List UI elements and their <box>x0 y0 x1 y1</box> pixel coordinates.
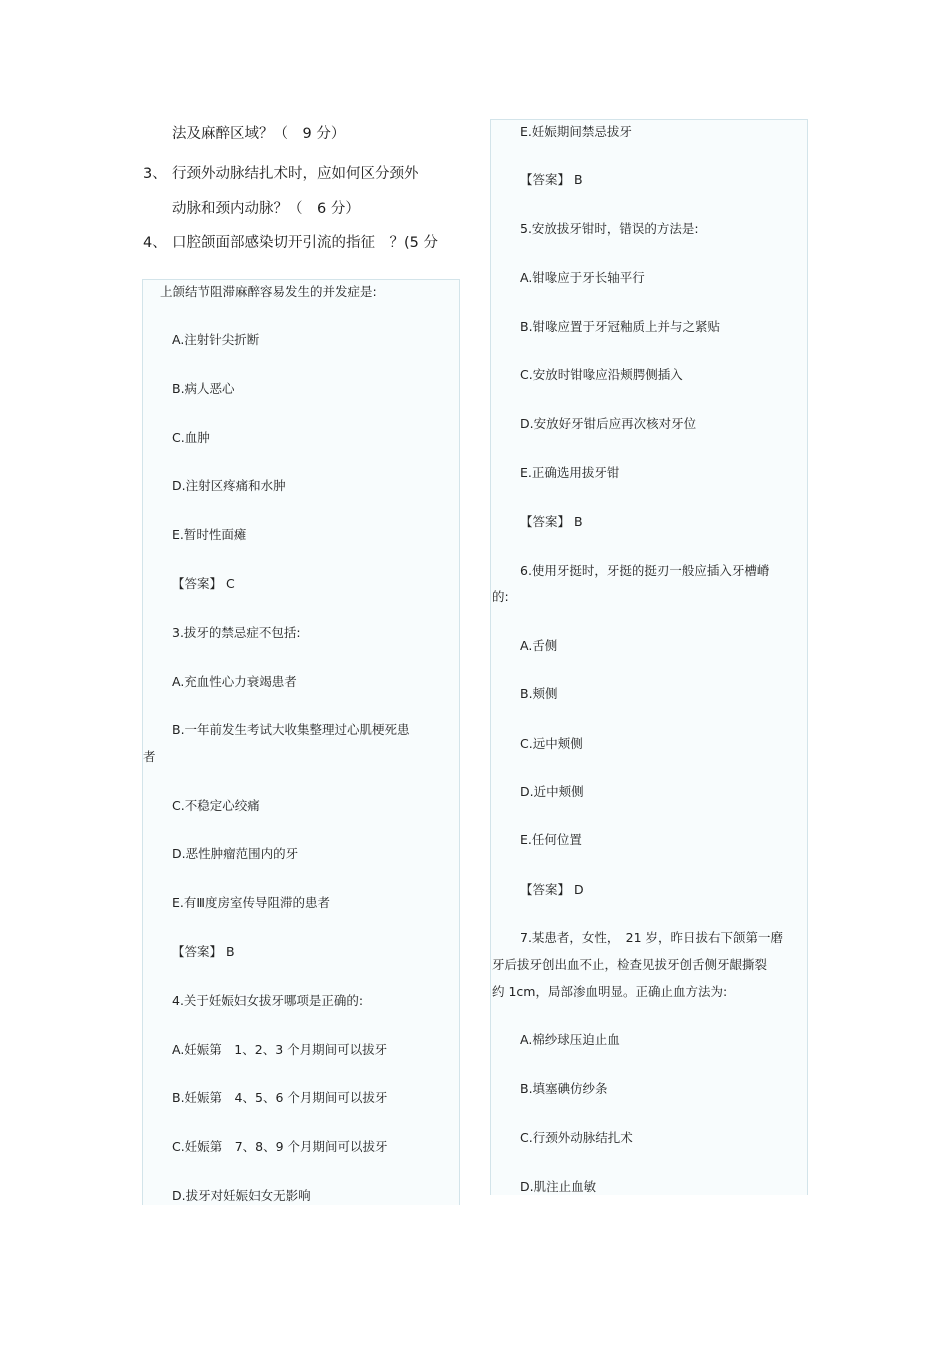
right-q6-option-d: D.近中颊侧 <box>520 784 584 799</box>
left-q3-option-b-line-1: B.一年前发生考试大收集整理过心肌梗死患 <box>172 722 410 737</box>
right-q7-stem-line-2: 牙后拔牙创出血不止，检查见拔牙创舌侧牙龈撕裂 <box>492 957 768 972</box>
left-q4-option-b: B.妊娠第 4、5、6 个月期间可以拔牙 <box>172 1090 388 1105</box>
left-q3-option-d: D.恶性肿瘤范围内的牙 <box>172 846 299 861</box>
right-q7-option-d: D.肌注止血敏 <box>520 1179 597 1194</box>
right-q5-option-c: C.安放时钳喙应沿颊腭侧插入 <box>520 367 683 382</box>
left-q4-option-d: D.拔牙对妊娠妇女无影响 <box>172 1188 311 1203</box>
left-q3-option-c: C.不稳定心绞痛 <box>172 798 260 813</box>
left-q4-stem: 4.关于妊娠妇女拔牙哪项是正确的: <box>172 993 364 1008</box>
left-q4-option-a: A.妊娠第 1、2、3 个月期间可以拔牙 <box>172 1042 388 1057</box>
right-q5-stem: 5.安放拔牙钳时，错误的方法是: <box>520 221 699 236</box>
question-2-continuation: 法及麻醉区域？（ 9 分） <box>172 126 346 142</box>
question-4-number: 4、 <box>143 235 167 251</box>
right-q7-option-a: A.棉纱球压迫止血 <box>520 1032 620 1047</box>
right-q7-stem-line-3: 约 1cm，局部渗血明显。正确止血方法为: <box>492 984 728 999</box>
right-q6-stem-line-2: 的: <box>492 589 509 604</box>
left-q2-option-a: A.注射针尖折断 <box>172 332 260 347</box>
left-q3-answer: 【答案】 B <box>172 944 235 959</box>
question-3-line-2: 动脉和颈内动脉？（ 6 分） <box>172 201 360 217</box>
question-3-line-1: 行颈外动脉结扎术时，应如何区分颈外 <box>172 166 419 182</box>
right-q7-option-b: B.填塞碘仿纱条 <box>520 1081 608 1096</box>
right-q5-option-b: B.钳喙应置于牙冠釉质上并与之紧贴 <box>520 319 721 334</box>
left-q3-stem: 3.拔牙的禁忌症不包括: <box>172 625 301 640</box>
right-q6-option-c: C.远中颊侧 <box>520 736 583 751</box>
left-q2-option-b: B.病人恶心 <box>172 381 235 396</box>
right-q5-option-d: D.安放好牙钳后应再次核对牙位 <box>520 416 697 431</box>
left-q2-stem: 上颌结节阻滞麻醉容易发生的并发症是: <box>160 284 377 299</box>
right-q6-stem-line-1: 6.使用牙挺时，牙挺的挺刃一般应插入牙槽嵴 <box>520 563 770 578</box>
right-q4-answer: 【答案】 B <box>520 172 583 187</box>
left-question-panel <box>142 279 460 1205</box>
question-3-number: 3、 <box>143 166 167 182</box>
right-q5-answer: 【答案】 B <box>520 514 583 529</box>
right-q6-option-a: A.舌侧 <box>520 638 558 653</box>
left-q4-option-c: C.妊娠第 7、8、9 个月期间可以拔牙 <box>172 1139 388 1154</box>
right-q7-option-c: C.行颈外动脉结扎术 <box>520 1130 633 1145</box>
left-q2-answer: 【答案】 C <box>172 576 235 591</box>
left-q3-option-e: E.有Ⅲ度房室传导阻滞的患者 <box>172 895 330 910</box>
right-q4-option-e: E.妊娠期间禁忌拔牙 <box>520 124 632 139</box>
left-q3-option-a: A.充血性心力衰竭患者 <box>172 674 297 689</box>
right-q6-option-b: B.颊侧 <box>520 686 558 701</box>
question-4-line-1: 口腔颌面部感染切开引流的指征 ？(5 分 <box>172 235 438 251</box>
left-q2-option-d: D.注射区疼痛和水肿 <box>172 478 286 493</box>
right-q7-stem-line-1: 7.某患者，女性， 21 岁，昨日拔右下颌第一磨 <box>520 930 784 945</box>
right-q5-option-e: E.正确选用拔牙钳 <box>520 465 620 480</box>
right-q6-option-e: E.任何位置 <box>520 832 582 847</box>
left-q2-option-c: C.血肿 <box>172 430 210 445</box>
right-q5-option-a: A.钳喙应于牙长轴平行 <box>520 270 645 285</box>
left-q3-option-b-line-2: 者 <box>143 749 156 764</box>
left-q2-option-e: E.暂时性面瘫 <box>172 527 247 542</box>
right-q6-answer: 【答案】 D <box>520 882 584 897</box>
